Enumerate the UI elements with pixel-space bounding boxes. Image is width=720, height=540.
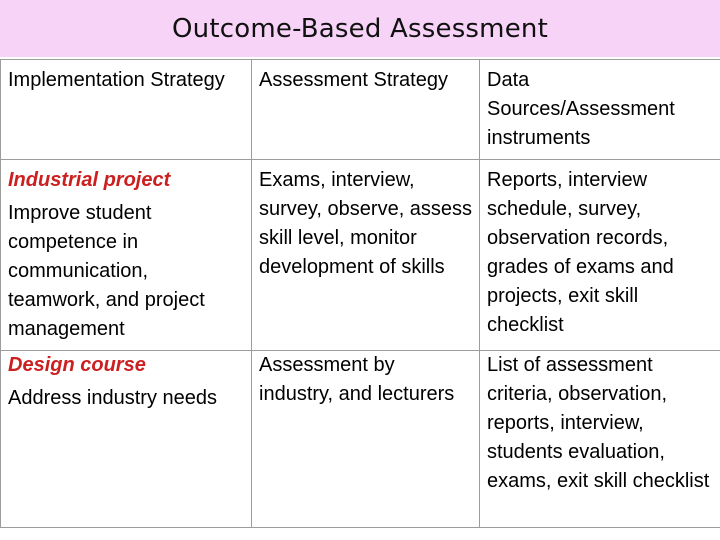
assessment-table bbox=[0, 59, 720, 528]
strategy-detail: Address industry needs bbox=[8, 387, 218, 409]
header-data-sources: Data Sources/Assessment instruments bbox=[480, 60, 720, 160]
implementation-cell bbox=[1, 160, 252, 351]
table-row bbox=[1, 160, 720, 351]
strategy-detail: Improve student competence in communication, teamwork, and project management bbox=[8, 202, 205, 340]
assessment-cell: Assessment by industry, and lecturers bbox=[252, 351, 480, 528]
table-header-row bbox=[1, 60, 720, 160]
header-assessment-strategy: Assessment Strategy bbox=[252, 60, 480, 160]
page-title: Outcome-Based Assessment bbox=[172, 13, 548, 44]
title-bar bbox=[0, 0, 720, 57]
header-implementation-strategy: Implementation Strategy bbox=[1, 60, 252, 160]
table-row bbox=[1, 351, 720, 528]
assessment-cell: Exams, interview, survey, observe, assess skill level, monitor development of skills bbox=[252, 160, 480, 351]
strategy-title: Design course bbox=[8, 354, 146, 376]
implementation-cell bbox=[1, 351, 252, 528]
data-sources-cell: Reports, interview schedule, survey, observation records, grades of exams and projects, exit skill checklist bbox=[480, 160, 720, 351]
data-sources-cell: List of assessment criteria, observation, reports, interview, students evaluation, exams, exit skill checklist bbox=[480, 351, 720, 528]
strategy-title: Industrial project bbox=[8, 169, 171, 191]
